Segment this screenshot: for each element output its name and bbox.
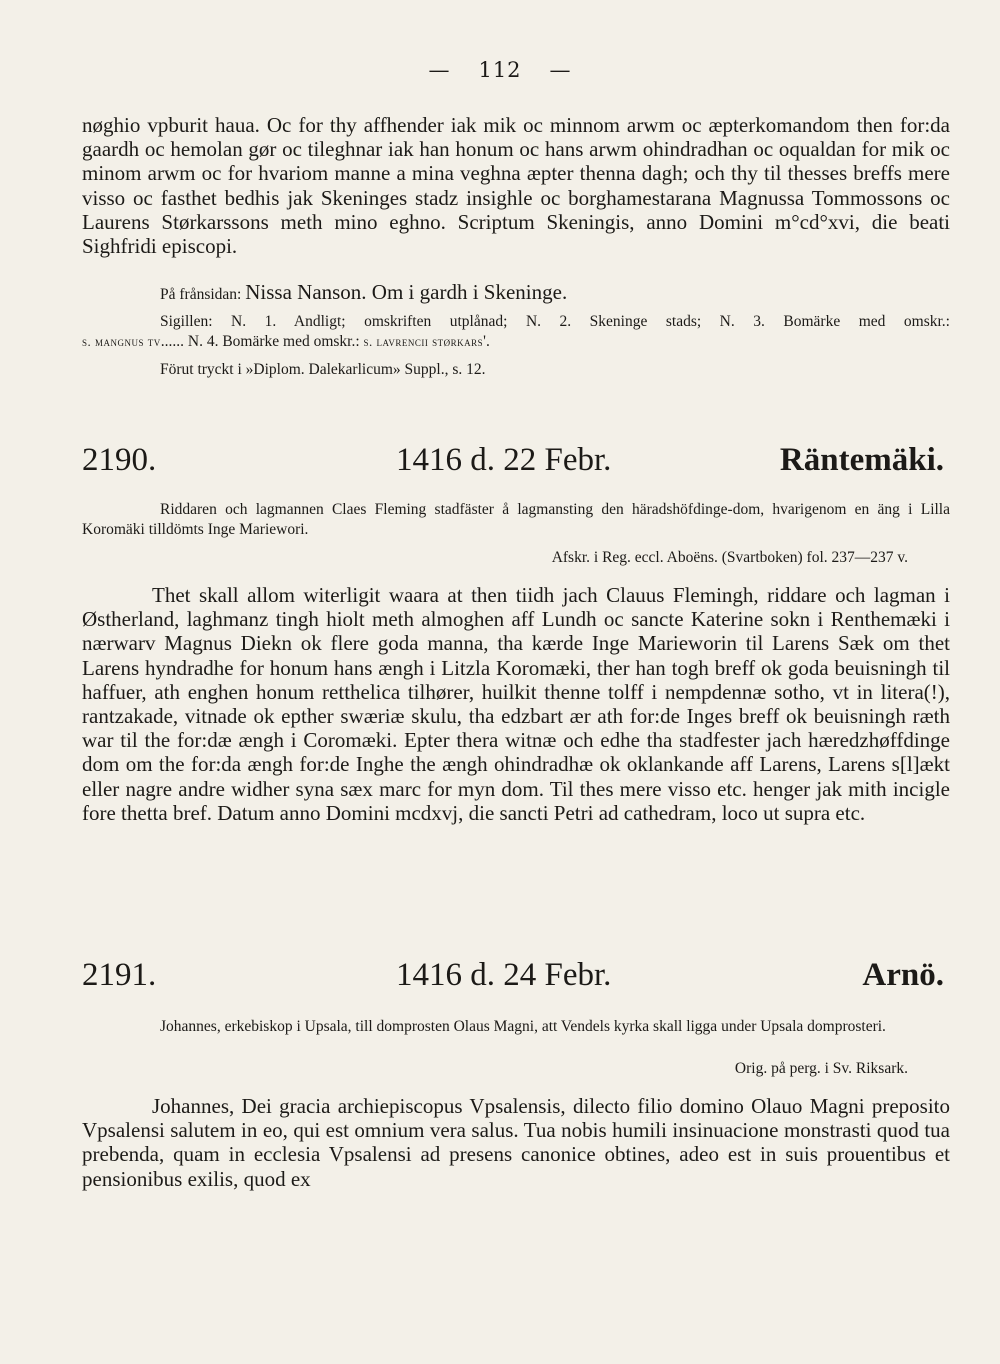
entry-2190-source: Afskr. i Reg. eccl. Aboëns. (Svartboken) fol. 237—237 v. [551,549,908,566]
entry-2190-place: Räntemäki. [779,442,944,478]
reverse-note-text: Nissa Nanson. Om i gardh i Skeninge. [245,280,568,304]
seal-note-line2 [82,332,950,352]
entry-2191-heading [82,955,944,995]
seal-inscription-2: s. lavrencii størkars [363,334,484,349]
entry-2191-summary: Johannes, erkebiskop i Upsala, till domprosten Olaus Magni, att Vendels kyrka skall ligga under Upsala domprosteri. [160,1018,886,1035]
page-number-dash-left: — [428,58,451,82]
entry-2190-heading [82,440,944,480]
reverse-note-label: På frånsidan: [160,286,242,303]
entry-2190-text: Thet skall allom witerligit waara at then tiidh jach Clauus Flemingh, riddare och lagman i Østherland, laghmanz tingh hiolt meth almoghen aff Lundh oc sancte Katerine sokn i Renthemæki i nærwarv Magnus Diekn ok flere goda manna, tha kærde Inge Marieworin til Larens Sæk om thet Larens hyndradhe for honum hans ængh i Litzla Koromæki, ther han togh breff ok goda beuisningh til haffuer, ath enghen honum retthelica tilhører, huilkit thenne tolff i nempdennæ sotho, vt in litera(!), rantzakade, vitnade ok epther swæriæ skulu, tha edzbart ær ath for:de Inges breff ok beuisningh ræth war til the for:dæ ængh i Coromæki. Epter thera witnæ och edhe tha stadfester jach hæredzhøffdinge dom om the for:da ængh for:de Inghe the ængh ohindradhæ ok oklankande aff Larens, Larens s[l]ækt eller nagre andre widher syna sæx marc for myn dom. Til thes mere visso etc. henger jak mith incigle fore thetta bref. Datum anno Domini mcdxvj, die sancti Petri ad cathedram, loco ut supra etc. [82,583,950,825]
entry-2191-date: 1416 d. 24 Febr. [396,957,612,993]
page-number-value: 112 [478,58,522,82]
seal-note [82,312,950,352]
opening-paragraph: nøghio vpburit haua. Oc for thy affhender iak mik oc minnom arwm oc æpterkomandom then for:da gaardh oc hemolan gør oc tileghnar iak han honum oc hans arwm ohindradhan oc oqualdan for mik oc minom arwm oc for hvariom manne a mina veghna æpter thenna dagh; och thy til thesses breffs mere visso oc fasthet bedhis jak Skeninges stadz insighle oc borghamestarana Magnussa Tommossons oc Laurens Størkarssons meth mino eghno. Scriptum Skeningis, anno Domini m°cd°xvi, die beati Sighfridi episcopi. [82,113,950,259]
seal-note-line1: Sigillen: N. 1. Andligt; omskriften utplånad; N. 2. Skeninge stads; N. 3. Bomärke med omskr.: [160,313,950,330]
reverse-note [160,282,567,305]
entry-2191-text: Johannes, Dei gracia archiepiscopus Vpsalensis, dilecto filio domino Olauo Magni preposito Vpsalensi salutem in eo, qui est omnium vera salus. Tua nobis humili insinuacione monstrasti quod tua prebenda, quam in ecclesia Vpsalensi ad presens canonice obtines, adeo est in suis prouentibus et pensionibus exilis, quod ex [82,1094,950,1191]
entry-2190-number: 2190. [82,442,157,478]
page-number [0,58,1000,82]
entry-2191-place: Arnö. [862,957,944,993]
entry-2191-source: Orig. på perg. i Sv. Riksark. [734,1060,908,1077]
seal-note-end: '. [483,333,490,350]
seal-note-mid: ...... N. 4. Bomärke med omskr.: [160,333,360,350]
seal-inscription-1: s. mangnus tv [82,334,161,349]
page-number-dash-right: — [549,58,572,82]
entry-2191-number: 2191. [82,957,157,993]
entry-2190-summary: Riddaren och lagmannen Claes Fleming stadfäster å lagmansting den häradshöfdinge-dom, hvarigenom en äng i Lilla Koromäki tilldömts Inge Mariewori. [82,501,950,538]
print-note: Förut tryckt i »Diplom. Dalekarlicum» Suppl., s. 12. [160,361,486,378]
entry-2190-date: 1416 d. 22 Febr. [396,442,612,478]
